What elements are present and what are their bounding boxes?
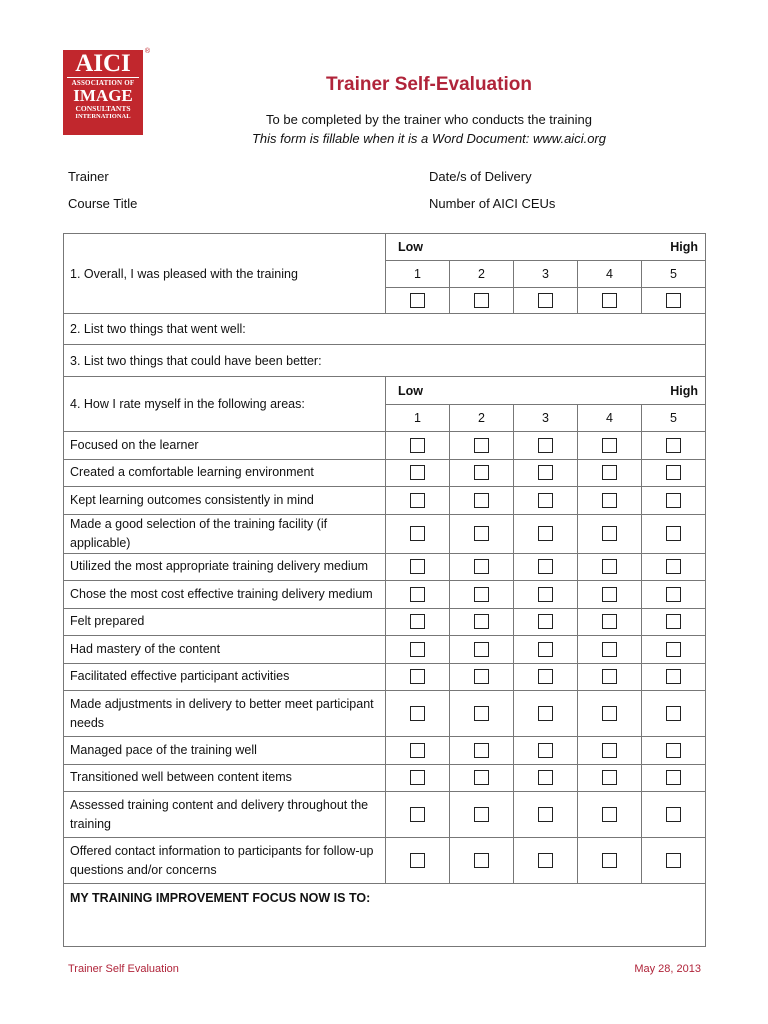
rating-checkbox-3[interactable] xyxy=(538,587,553,602)
rating-checkbox-2[interactable] xyxy=(474,493,489,508)
scale-low-label: Low xyxy=(398,240,423,254)
scale-number: 1 xyxy=(386,261,450,288)
rating-checkbox-5[interactable] xyxy=(666,587,681,602)
rating-checkbox-1[interactable] xyxy=(410,642,425,657)
rating-checkbox-4[interactable] xyxy=(602,614,617,629)
rating-checkbox-4[interactable] xyxy=(602,807,617,822)
ceus-field-label[interactable]: Number of AICI CEUs xyxy=(429,196,556,211)
rating-checkbox-3[interactable] xyxy=(538,853,553,868)
rating-checkbox-4[interactable] xyxy=(602,493,617,508)
page-subtitle: To be completed by the trainer who conducts the training xyxy=(266,112,592,127)
rating-item-label: Created a comfortable learning environment xyxy=(64,459,386,487)
scale-number: 2 xyxy=(450,261,514,288)
logo-image: IMAGE xyxy=(73,86,133,105)
rating-item-label: Utilized the most appropriate training delivery medium xyxy=(64,553,386,581)
rating-checkbox-5[interactable] xyxy=(666,807,681,822)
rating-item-row xyxy=(64,691,706,737)
rating-checkbox-2[interactable] xyxy=(474,669,489,684)
scale-high-label: High xyxy=(670,383,698,398)
rating-checkbox-2[interactable] xyxy=(474,770,489,785)
rating-item-label: Felt prepared xyxy=(64,608,386,636)
rating-checkbox-4[interactable] xyxy=(602,438,617,453)
rating-checkbox-3[interactable] xyxy=(538,614,553,629)
scale-number: 3 xyxy=(514,261,578,288)
rating-checkbox-4[interactable] xyxy=(602,559,617,574)
improvement-focus-field-row xyxy=(64,884,706,947)
scale-number: 1 xyxy=(386,405,450,432)
rating-item-label: Assessed training content and delivery throughout the training xyxy=(64,792,386,838)
rating-checkbox-3[interactable] xyxy=(538,706,553,721)
rating-checkbox-5[interactable] xyxy=(666,526,681,541)
rating-checkbox-2[interactable] xyxy=(474,465,489,480)
rating-item-label: Made adjustments in delivery to better meet participant needs xyxy=(64,691,386,737)
rating-checkbox-1[interactable] xyxy=(410,293,425,308)
rating-checkbox-2[interactable] xyxy=(474,614,489,629)
rating-checkbox-2[interactable] xyxy=(474,587,489,602)
rating-checkbox-4[interactable] xyxy=(602,770,617,785)
rating-item-row xyxy=(64,764,706,792)
rating-item-label: Chose the most cost effective training delivery medium xyxy=(64,581,386,609)
rating-checkbox-2[interactable] xyxy=(474,706,489,721)
rating-item-row xyxy=(64,838,706,884)
rating-item-row xyxy=(64,553,706,581)
rating-item-row xyxy=(64,636,706,664)
rating-item-row xyxy=(64,737,706,765)
rating-checkbox-2[interactable] xyxy=(474,853,489,868)
rating-checkbox-1[interactable] xyxy=(410,743,425,758)
rating-checkbox-5[interactable] xyxy=(666,493,681,508)
rating-checkbox-3[interactable] xyxy=(538,669,553,684)
rating-checkbox-5[interactable] xyxy=(666,770,681,785)
rating-item-row xyxy=(64,792,706,838)
rating-checkbox-4[interactable] xyxy=(602,642,617,657)
rating-checkbox-2[interactable] xyxy=(474,293,489,308)
rating-checkbox-1[interactable] xyxy=(410,465,425,480)
trainer-field-label[interactable]: Trainer xyxy=(68,169,109,184)
rating-checkbox-3[interactable] xyxy=(538,559,553,574)
rating-checkbox-4[interactable] xyxy=(602,743,617,758)
rating-checkbox-1[interactable] xyxy=(410,559,425,574)
rating-checkbox-2[interactable] xyxy=(474,438,489,453)
course-title-field-label[interactable]: Course Title xyxy=(68,196,138,211)
logo-consultants: CONSULTANTS xyxy=(75,104,131,113)
question-could-be-better[interactable]: 3. List two things that could have been better: xyxy=(64,345,706,377)
rating-checkbox-2[interactable] xyxy=(474,526,489,541)
question-went-well[interactable]: 2. List two things that went well: xyxy=(64,314,706,345)
rating-checkbox-5[interactable] xyxy=(666,669,681,684)
rating-checkbox-2[interactable] xyxy=(474,559,489,574)
rating-checkbox-1[interactable] xyxy=(410,526,425,541)
scale-number: 4 xyxy=(578,261,642,288)
rating-checkbox-2[interactable] xyxy=(474,642,489,657)
question-text: 1. Overall, I was pleased with the training xyxy=(64,234,386,314)
evaluation-table xyxy=(63,233,706,947)
rating-item-label: Had mastery of the content xyxy=(64,636,386,664)
rating-checkbox-4[interactable] xyxy=(602,293,617,308)
rating-item-row xyxy=(64,432,706,460)
rating-checkbox-5[interactable] xyxy=(666,642,681,657)
rating-checkbox-1[interactable] xyxy=(410,438,425,453)
rating-checkbox-5[interactable] xyxy=(666,614,681,629)
scale-number: 5 xyxy=(642,405,706,432)
rating-checkbox-3[interactable] xyxy=(538,642,553,657)
fillable-note: This form is fillable when it is a Word Document: www.aici.org xyxy=(251,131,606,146)
rating-item-row xyxy=(64,581,706,609)
rating-item-label: Managed pace of the training well xyxy=(64,737,386,765)
rating-checkbox-4[interactable] xyxy=(602,526,617,541)
scale-number: 2 xyxy=(450,405,514,432)
scale-number: 3 xyxy=(514,405,578,432)
rating-checkbox-1[interactable] xyxy=(410,706,425,721)
logo-association: ASSOCIATION OF xyxy=(71,79,135,87)
rating-checkbox-3[interactable] xyxy=(538,493,553,508)
rating-checkbox-5[interactable] xyxy=(666,438,681,453)
rating-checkbox-4[interactable] xyxy=(602,465,617,480)
rating-checkbox-3[interactable] xyxy=(538,743,553,758)
rating-item-row xyxy=(64,663,706,691)
scale-low-label: Low xyxy=(398,383,423,398)
rating-checkbox-3[interactable] xyxy=(538,807,553,822)
rating-item-label: Kept learning outcomes consistently in mind xyxy=(64,487,386,515)
rating-checkbox-5[interactable] xyxy=(666,465,681,480)
rating-checkbox-1[interactable] xyxy=(410,853,425,868)
rating-item-label: Facilitated effective participant activities xyxy=(64,663,386,691)
rating-checkbox-3[interactable] xyxy=(538,438,553,453)
rating-item-label: Transitioned well between content items xyxy=(64,764,386,792)
rating-checkbox-4[interactable] xyxy=(602,587,617,602)
scale-header-row xyxy=(64,377,706,405)
rating-item-label: Made a good selection of the training facility (if applicable) xyxy=(64,514,386,553)
dates-field-label[interactable]: Date/s of Delivery xyxy=(429,169,532,184)
rating-checkbox-2[interactable] xyxy=(474,807,489,822)
rating-checkbox-3[interactable] xyxy=(538,465,553,480)
rating-checkbox-5[interactable] xyxy=(666,706,681,721)
logo-aici: AICI xyxy=(75,50,131,77)
rating-item-row xyxy=(64,487,706,515)
rating-checkbox-3[interactable] xyxy=(538,770,553,785)
rating-checkbox-4[interactable] xyxy=(602,853,617,868)
improvement-focus-field[interactable]: MY TRAINING IMPROVEMENT FOCUS NOW IS TO: xyxy=(64,884,706,947)
rating-checkbox-1[interactable] xyxy=(410,614,425,629)
rating-item-label: Offered contact information to participants for follow-up questions and/or concerns xyxy=(64,838,386,884)
rating-checkbox-1[interactable] xyxy=(410,493,425,508)
rating-checkbox-3[interactable] xyxy=(538,526,553,541)
footer-date: May 28, 2013 xyxy=(634,963,701,975)
rating-item-row xyxy=(64,514,706,553)
rating-checkbox-5[interactable] xyxy=(666,559,681,574)
scale-number: 4 xyxy=(578,405,642,432)
footer-left: Trainer Self Evaluation xyxy=(68,963,179,975)
page-title: Trainer Self-Evaluation xyxy=(326,74,532,95)
rating-checkbox-1[interactable] xyxy=(410,587,425,602)
question-went-well-row xyxy=(64,314,706,345)
registered-mark: ® xyxy=(144,48,150,55)
rating-checkbox-1[interactable] xyxy=(410,669,425,684)
rating-item-row xyxy=(64,459,706,487)
rating-checkbox-1[interactable] xyxy=(410,770,425,785)
rating-checkbox-5[interactable] xyxy=(666,293,681,308)
scale-header-row xyxy=(64,234,706,261)
scale-number: 5 xyxy=(642,261,706,288)
question-could-be-better-row xyxy=(64,345,706,377)
question-text: 4. How I rate myself in the following areas: xyxy=(64,377,386,432)
scale-high-label: High xyxy=(670,240,698,254)
rating-checkbox-3[interactable] xyxy=(538,293,553,308)
logo-international: INTERNATIONAL xyxy=(75,113,131,120)
rating-checkbox-5[interactable] xyxy=(666,743,681,758)
rating-checkbox-4[interactable] xyxy=(602,669,617,684)
rating-checkbox-2[interactable] xyxy=(474,743,489,758)
rating-checkbox-5[interactable] xyxy=(666,853,681,868)
rating-item-row xyxy=(64,608,706,636)
rating-checkbox-4[interactable] xyxy=(602,706,617,721)
rating-item-label: Focused on the learner xyxy=(64,432,386,460)
rating-checkbox-1[interactable] xyxy=(410,807,425,822)
